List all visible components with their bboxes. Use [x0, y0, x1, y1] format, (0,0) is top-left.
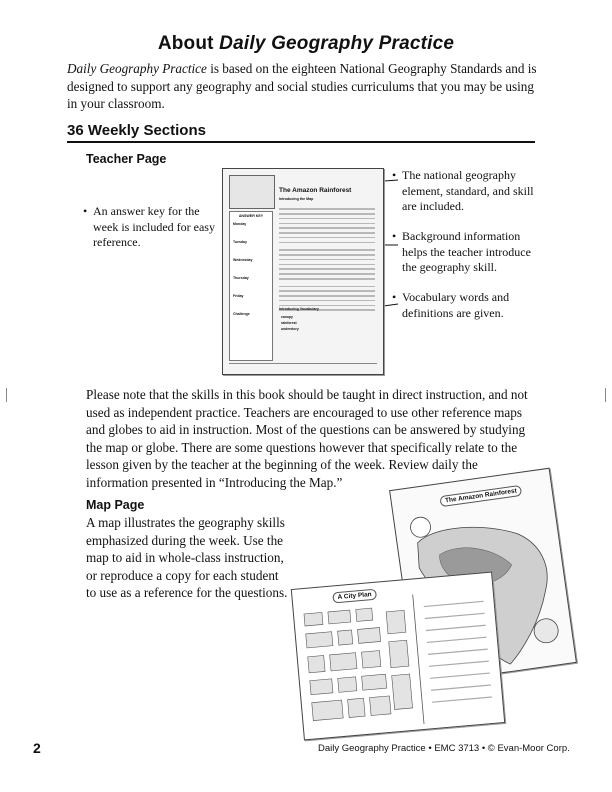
left-margin-mark	[6, 388, 7, 402]
intro-paragraph: Daily Geography Practice is based on the eighteen National Geography Standards and is designed to support any geography and social studies curriculums that you may be using in your classroom.	[67, 61, 537, 111]
background-callout: • Background information helps the teacher introduce the geography skill.	[392, 229, 531, 274]
background-text-lines	[279, 205, 375, 314]
teacher-page-heading: Teacher Page	[86, 152, 167, 166]
sections-heading: 36 Weekly Sections	[67, 122, 206, 139]
page-number: 2	[33, 740, 41, 756]
note-paragraph: Please note that the skills in this book should be taught in direct instruction, and not used as independent practice. Teachers are encouraged to use other reference maps and globes to aid in instruction. Most of the questions can be answered by studying the map or globe. There are some questions however that specifically relate to the lesson given by the teacher at the beginning of the week. Review daily the information presented in “Introducing the Map.”	[86, 387, 528, 490]
answer-key-box: ANSWER KEY Monday Tuesday Wednesday Thursday Friday Challenge	[229, 211, 273, 361]
teacher-page-thumbnail	[222, 168, 384, 375]
right-margin-mark	[605, 388, 606, 402]
thumb-title: The Amazon Rainforest	[279, 187, 352, 194]
answer-key-callout: • An answer key for the week is included for easy reference.	[83, 204, 215, 249]
week-badge	[229, 175, 275, 209]
thumb-vocab-heading: Introducing Vocabulary	[279, 307, 319, 311]
thumb-vocab-terms: canopy rainforest understory	[281, 315, 299, 331]
map-page-text: A map illustrates the geography skills emphasized during the week. Use the map to aid in whole-class instruction, or reproduce a copy for each student to use as a reference for the questions.	[86, 515, 288, 600]
map2-title: A City Plan	[332, 589, 377, 604]
map-page-heading: Map Page	[86, 498, 145, 512]
thumb-intro-heading: Introducing the Map	[279, 197, 314, 201]
page-title: About Daily Geography Practice	[157, 33, 455, 54]
map1-title: The Amazon Rainforest	[439, 485, 522, 507]
vocabulary-callout: • Vocabulary words and definitions are given.	[392, 290, 510, 320]
footer-text: Daily Geography Practice • EMC 3713 • © Evan-Moor Corp.	[318, 743, 570, 754]
city-map-thumbnail	[291, 571, 505, 740]
standard-callout: • The national geography element, standard, and skill are included.	[392, 168, 534, 213]
